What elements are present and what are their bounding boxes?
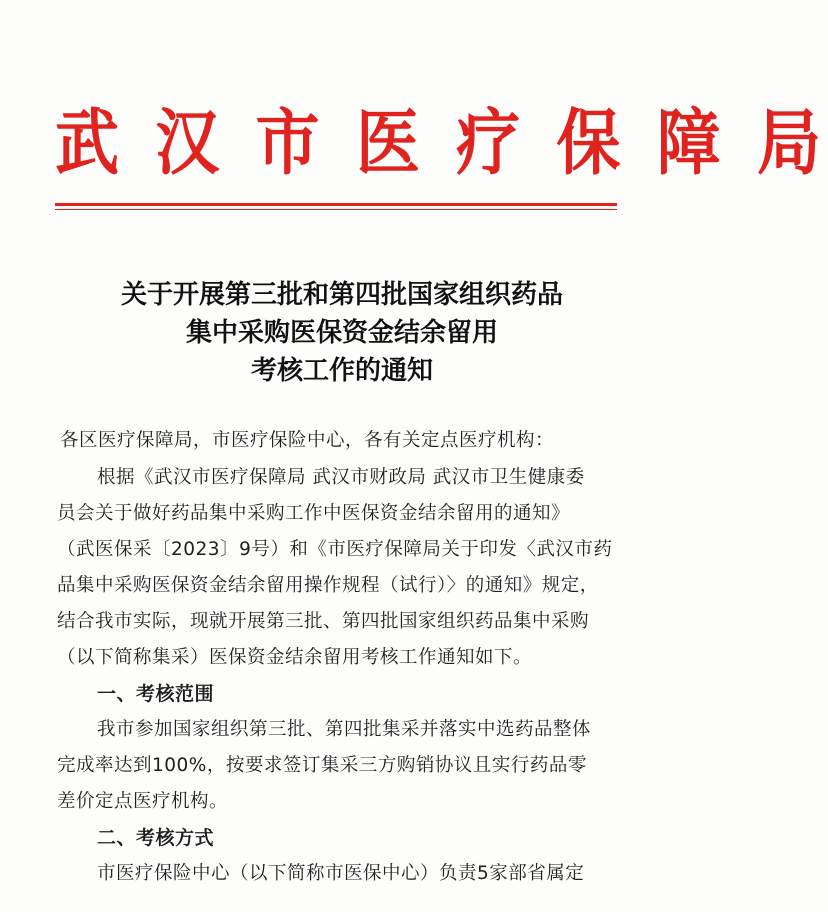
org-letterhead: 武 汉 市 医 疗 保 障 局 (55, 101, 828, 186)
paragraph-line: 根据《武汉市医疗保障局 武汉市财政局 武汉市卫生健康委 (97, 467, 585, 488)
paragraph-line: 市医疗保险中心（以下简称市医保中心）负责5家部省属定 (97, 863, 585, 884)
paragraph-line: 完成率达到100%，按要求签订集采三方购销协议且实行药品零 (57, 755, 587, 776)
paragraph-line: 结合我市实际，现就开展第三批、第四批国家组织药品集中采购 (57, 611, 590, 632)
paragraph-line: 我市参加国家组织第三批、第四批集采并落实中选药品整体 (97, 719, 592, 740)
paragraph-line: （武医保采〔2023〕9号）和《市医疗保障局关于印发〈武汉市药 (57, 539, 613, 560)
title-line-3: 考核工作的通知 (250, 356, 433, 386)
salutation: 各区医疗保障局，市医疗保险中心，各有关定点医疗机构： (60, 430, 555, 451)
section-heading: 一、考核范围 (97, 683, 215, 705)
paragraph-line: 员会关于做好药品集中采购工作中医保资金结余留用的通知》 (57, 503, 571, 524)
paragraph-line: 品集中采购医保资金结余留用操作规程（试行）〉的通知》规定， (57, 575, 599, 596)
title-line-2: 集中采购医保资金结余留用 (185, 318, 498, 348)
paragraph-line: （以下简称集采）医保资金结余留用考核工作通知如下。 (57, 647, 533, 668)
title-line-1: 关于开展第三批和第四批国家组织药品 (120, 280, 563, 310)
paragraph-line: 差价定点医疗机构。 (57, 791, 229, 812)
document-body (55, 0, 828, 912)
section-heading: 二、考核方式 (97, 827, 215, 849)
